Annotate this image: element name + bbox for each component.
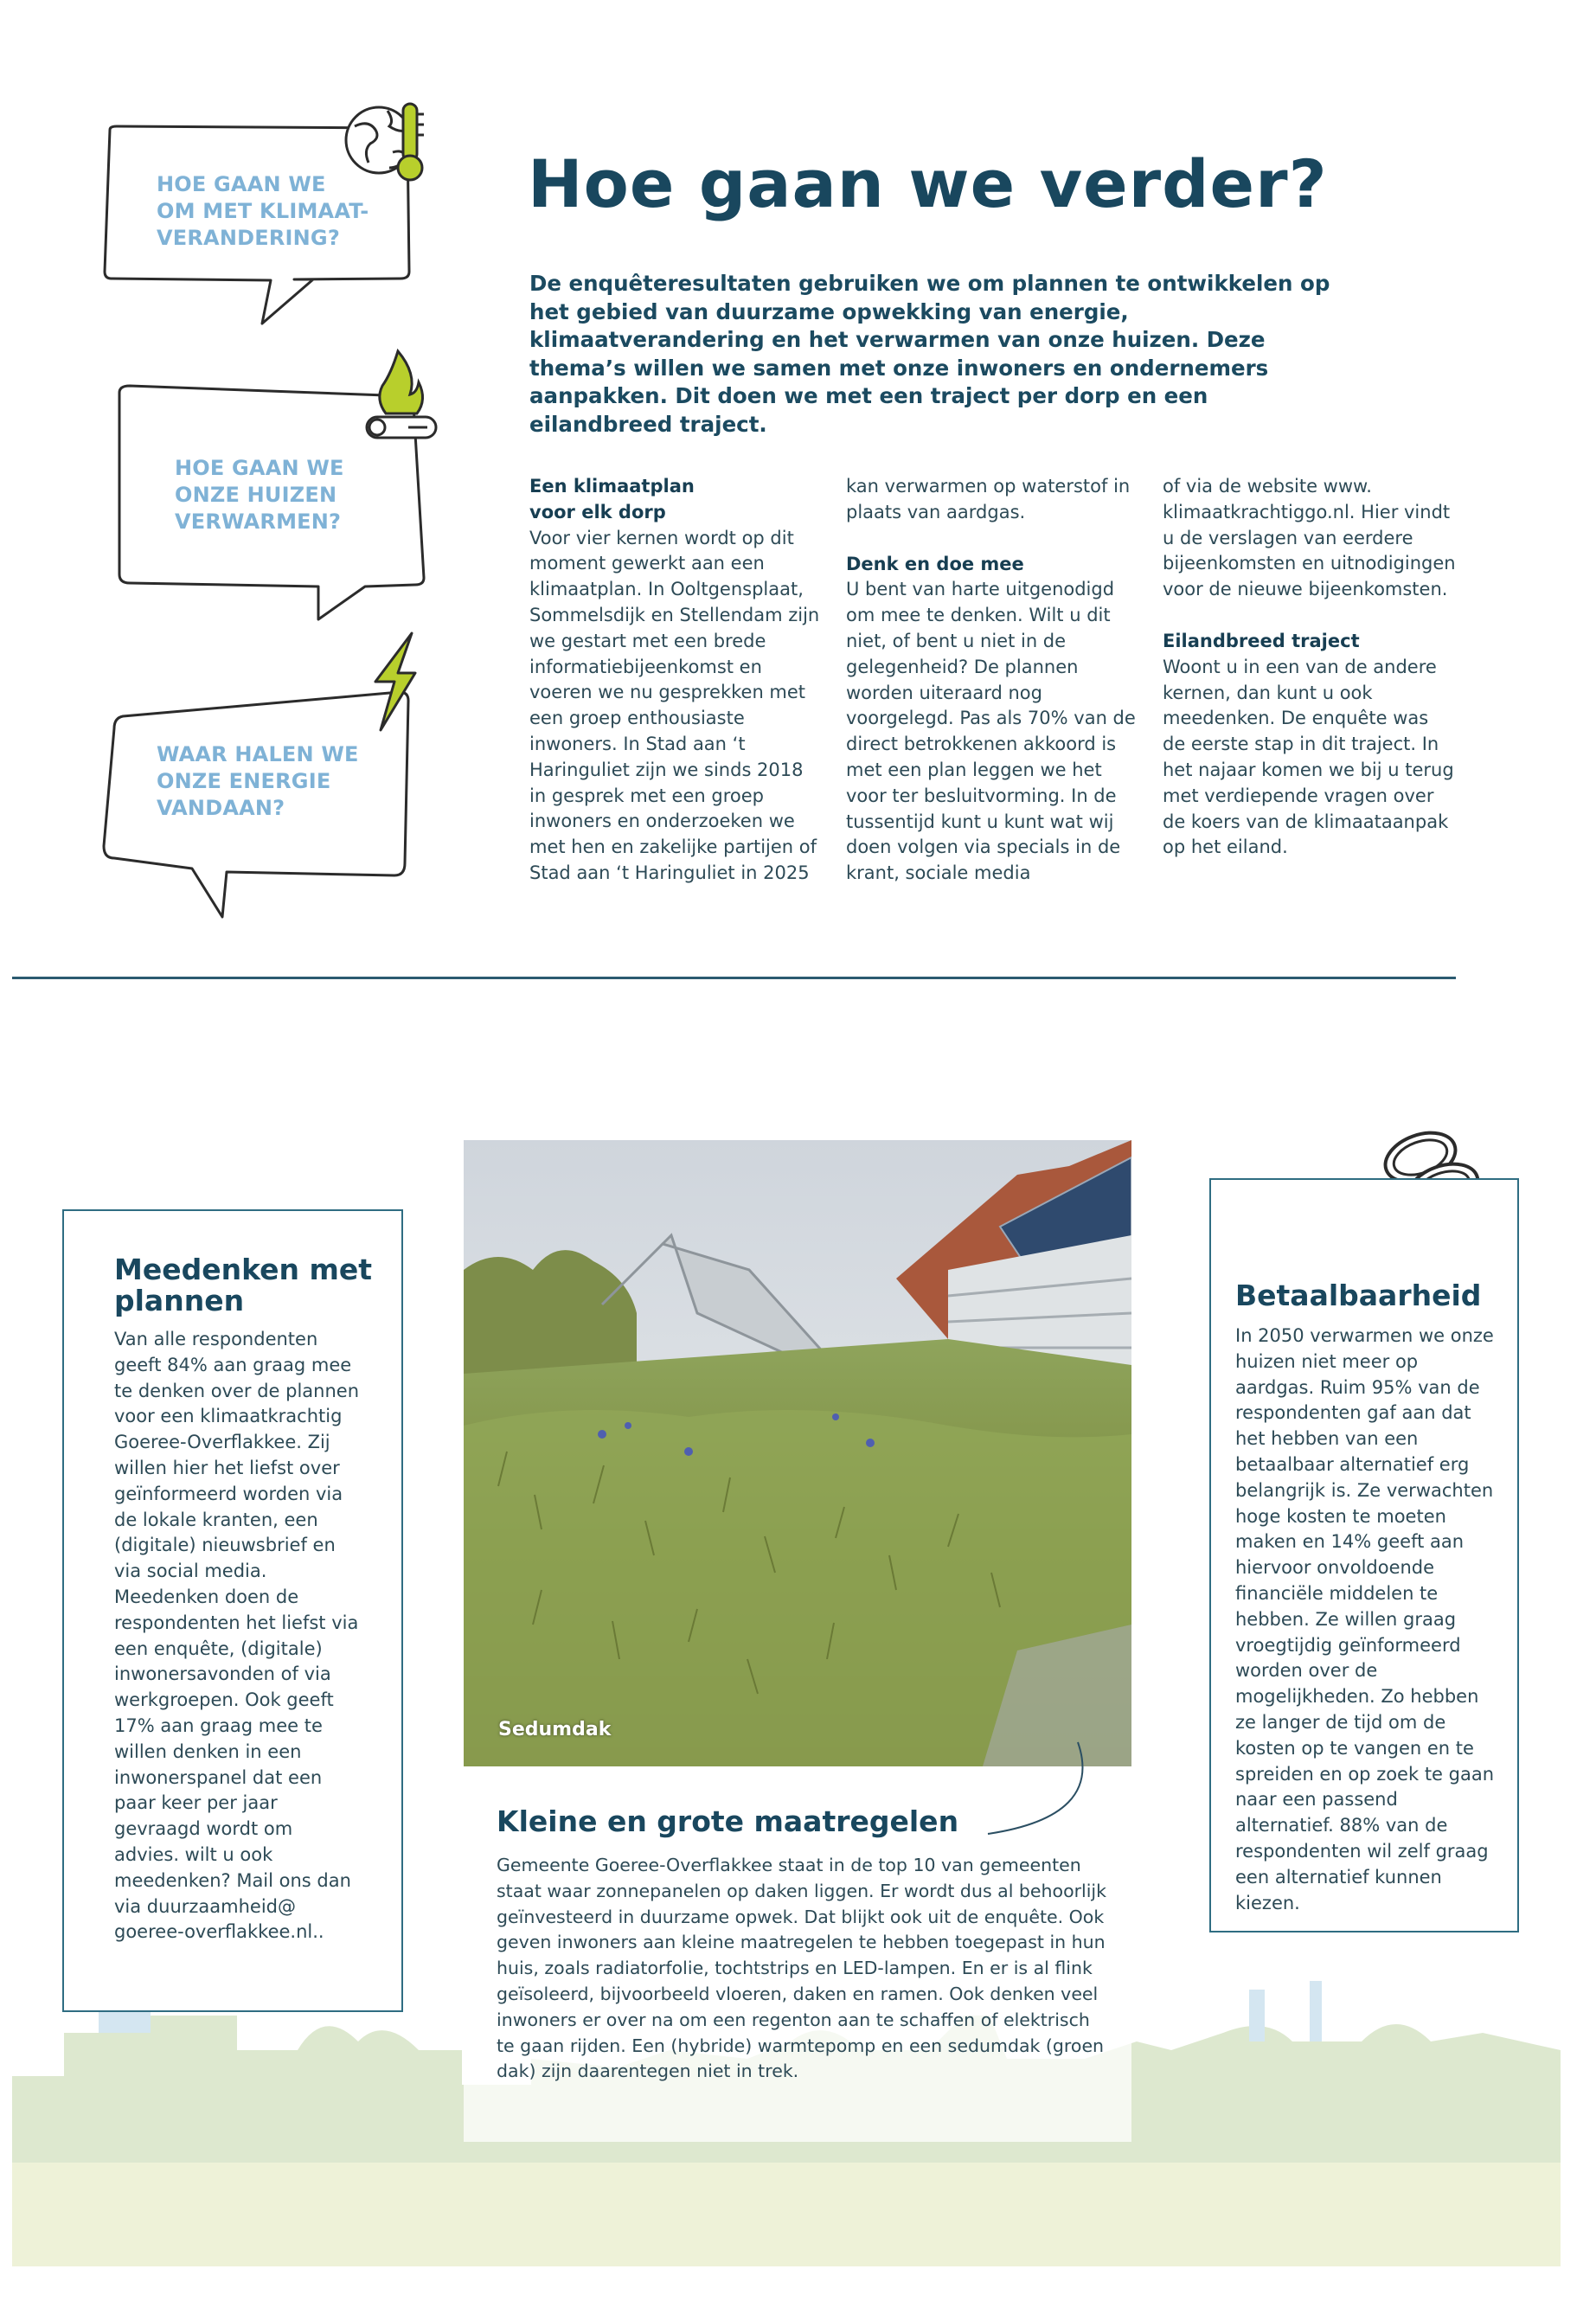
flame-log-icon xyxy=(356,348,443,452)
column-klimaatplan xyxy=(529,474,824,887)
bubble-klimaat-text: HOE GAAN WE OM MET KLIMAAT- VERANDERING? xyxy=(157,172,369,250)
column-heading-denk: Denk en doe mee xyxy=(846,553,1024,574)
column-lead-eilandbreed: of via de website www. klimaatkrachtiggo.nl. Hier vindt u de verslagen van eerdere bijeenkomsten en uitnodigingen voor de nieuwe bijeenkomsten. xyxy=(1163,476,1456,600)
meedenken-title: Meedenken met plannen xyxy=(114,1253,373,1317)
meedenken-text: Van alle respondenten geeft 84% aan graag mee te denken over de plannen voor een klimaatkrachtig Goeree-Overflakkee. Zij willen hier het liefst over geïnformeerd worden via de lokale kranten, een (digitale) nieuwsbrief en via social media. Meedenken doen de respondenten het liefst via een enquête, (digitale) inwonersavonden of via werkgroepen. Ook geeft 17% aan graag mee te willen denken in een inwonerspanel dat een paar keer per jaar gevraagd wordt om advies. wilt u ook meedenken? Mail ons dan via duurzaamheid@ goeree-overflakkee.nl.. xyxy=(114,1329,360,1943)
column-text-denk: U bent van harte uitgenodigd om mee te denken. Wilt u dit niet, of bent u niet in de gelegenheid? De plannen worden uiteraard nog voorgelegd. Pas als 70% van de direct betrokkenen akkoord is met een plan leggen we het voor ter besluitvorming. In de tussentijd kunt u kunt wat wij doen volgen via specials in de krant, sociale media xyxy=(846,579,1136,884)
globe-thermometer-icon xyxy=(343,100,434,187)
intro-paragraph: De enquêteresultaten gebruiken we om plannen te ontwikkelen op het gebied van duurzame opwekking van energie, klimaatverandering en het verwarmen van onze huizen. Deze thema’s willen we samen met onze inwoners en ondernemers aanpakken. Dit doen we met een traject per dorp en een eilandbreed traject. xyxy=(529,271,1330,437)
section-divider xyxy=(12,977,1456,979)
column-eilandbreed xyxy=(1163,474,1457,861)
bubble-energie-text: WAAR HALEN WE ONZE ENERGIE VANDAAN? xyxy=(157,742,359,820)
column-text-eilandbreed: Woont u in een van de andere kernen, dan kunt u ook meedenken. De enquête was de eerste stap in dit traject. In het najaar komen we bij u terug met verdiepende vragen over de koers van de klimaataanpak op het eiland. xyxy=(1163,656,1454,858)
column-lead-denk: kan verwarmen op waterstof in plaats van aardgas. xyxy=(846,476,1131,522)
meedenken-box xyxy=(62,1209,403,2012)
bubble-verwarmen-text: HOE GAAN WE ONZE HUIZEN VERWARMEN? xyxy=(175,456,344,534)
lightning-icon xyxy=(363,630,424,734)
column-denk-en-doe-mee xyxy=(846,474,1140,887)
sedumdak-photo xyxy=(464,1140,1131,1766)
green-roof-illustration xyxy=(464,1140,1131,1766)
page-title: Hoe gaan we verder? xyxy=(528,145,1328,222)
column-heading-klimaatplan: Een klimaatplan voor elk dorp xyxy=(529,476,695,522)
column-heading-eilandbreed: Eilandbreed traject xyxy=(1163,630,1360,651)
caption-pointer-line xyxy=(983,1739,1095,1839)
article-body: Gemeente Goeree-Overflakkee staat in de top 10 van gemeenten staat waar zonnepanelen op daken liggen. Er wordt dus al behoorlijk geïnvesteerd in duurzame opwek. Dat blijkt ook uit de enquête. Ook geven inwoners aan kleine maatregelen te hebben toegepast in hun huis, zoals radiatorfolie, tochtstrips en LED-lampen. En er is al flink geïsoleerd, bijvoorbeeld vloeren, daken en ramen. Ook denken veel inwoners er over na om een regenton aan te schaffen of elektrisch te gaan rijden. Een (hybride) warmtepomp en een sedumdak (groen dak) zijn daarentegen niet in trek. xyxy=(497,1855,1106,2082)
betaalbaarheid-box xyxy=(1209,1178,1519,1932)
article-title: Kleine en grote maatregelen xyxy=(497,1804,959,1838)
photo-caption: Sedumdak xyxy=(498,1719,612,1740)
betaalbaarheid-title: Betaalbaarheid xyxy=(1235,1279,1482,1312)
betaalbaarheid-text: In 2050 verwarmen we onze huizen niet meer op aardgas. Ruim 95% van de respondenten gaf aan dat het hebben van een betaalbaar alternatief erg belangrijk is. Ze verwachten hoge kosten te moeten maken en 14% geeft aan hiervoor onvoldoende financiële middelen te hebben. Ze willen graag vroegtijdig geïnformeerd worden over de mogelijkheden. Zo hebben ze langer de tijd om de kosten op te vangen en te spreiden en op zoek te gaan naar een passend alternatief. 88% van de respondenten wil zelf graag een alternatief kunnen kiezen. xyxy=(1235,1325,1495,1913)
column-text-klimaatplan: Voor vier kernen wordt op dit moment gewerkt aan een klimaatplan. In Ooltgensplaat, Sommelsdijk en Stellendam zijn we gestart met een brede informatiebijeenkomst en voeren we nu gesprekken met een groep enthousiaste inwoners. In Stad aan ‘t Haringuliet zijn we sinds 2018 in gesprek met een groep inwoners en onderzoeken we met hen en zakelijke partijen of Stad aan ‘t Haringuliet in 2025 xyxy=(529,527,820,883)
